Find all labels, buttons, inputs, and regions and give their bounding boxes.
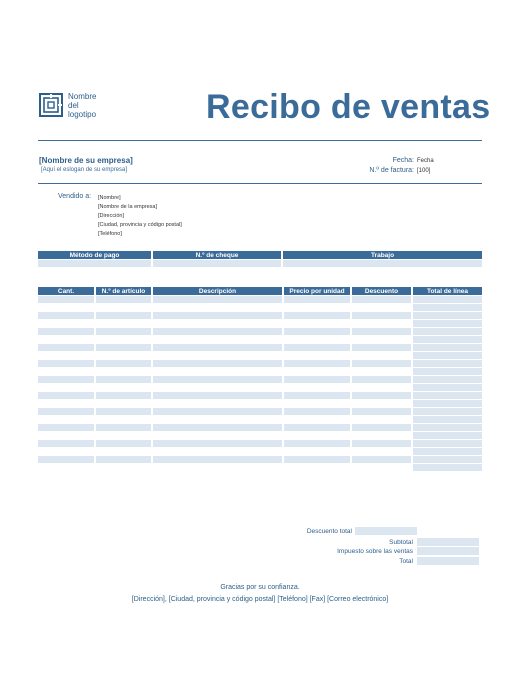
discount-cell[interactable]	[352, 432, 411, 439]
payment-method-cell[interactable]	[38, 260, 151, 267]
job-cell[interactable]	[283, 260, 482, 267]
subtotal-label: Subtotal	[389, 539, 413, 546]
item-number-cell[interactable]	[96, 376, 151, 383]
table-row	[38, 456, 482, 463]
subtotal-cell[interactable]	[417, 538, 479, 546]
unit-price-cell[interactable]	[284, 448, 350, 455]
discount-cell[interactable]	[352, 328, 411, 335]
line-total-cell[interactable]	[413, 336, 482, 343]
unit-price-cell[interactable]	[284, 304, 350, 311]
description-cell[interactable]	[153, 408, 282, 415]
sold-to-block	[98, 194, 182, 239]
description-cell[interactable]	[153, 344, 282, 351]
item-number-cell[interactable]	[96, 408, 151, 415]
sales-tax-label: Impuesto sobre las ventas	[337, 548, 413, 555]
item-number-cell[interactable]	[96, 424, 151, 431]
unit-price-cell[interactable]	[284, 328, 350, 335]
table-row	[38, 336, 482, 343]
invoice-label: N.º de factura:	[369, 167, 414, 174]
line-total-cell[interactable]	[413, 440, 482, 447]
description-cell[interactable]	[153, 416, 282, 423]
description-cell[interactable]	[153, 392, 282, 399]
unit-price-cell[interactable]	[284, 416, 350, 423]
sold-to-label: Vendido a:	[58, 193, 92, 200]
qty-cell[interactable]	[38, 304, 94, 311]
line-total-cell[interactable]	[413, 304, 482, 311]
item-number-cell[interactable]	[96, 296, 151, 303]
description-cell[interactable]	[153, 432, 282, 439]
discount-cell[interactable]	[352, 440, 411, 447]
unit-price-cell[interactable]	[284, 312, 350, 319]
item-number-cell[interactable]	[96, 464, 151, 471]
payment-method-header: Método de pago	[38, 251, 151, 259]
items-table	[36, 286, 484, 472]
qty-cell[interactable]	[38, 464, 94, 471]
line-total-cell[interactable]	[413, 368, 482, 375]
table-row	[38, 464, 482, 471]
item-number-header: N.º de artículo	[96, 287, 151, 295]
sold-to-line: [Nombre]	[98, 195, 121, 201]
sales-tax-cell[interactable]	[417, 547, 479, 555]
discount-cell[interactable]	[352, 320, 411, 327]
table-row	[38, 448, 482, 455]
qty-cell[interactable]	[38, 352, 94, 359]
unit-price-cell[interactable]	[284, 344, 350, 351]
discount-cell[interactable]	[352, 408, 411, 415]
unit-price-cell[interactable]	[284, 336, 350, 343]
item-number-cell[interactable]	[96, 400, 151, 407]
company-name: [Nombre de su empresa]	[39, 156, 133, 165]
unit-price-cell[interactable]	[284, 352, 350, 359]
item-number-cell[interactable]	[96, 368, 151, 375]
description-cell[interactable]	[153, 296, 282, 303]
discount-cell[interactable]	[352, 352, 411, 359]
item-number-cell[interactable]	[96, 448, 151, 455]
line-total-header: Total de línea	[413, 287, 482, 295]
qty-cell[interactable]	[38, 456, 94, 463]
discount-cell[interactable]	[352, 344, 411, 351]
item-number-cell[interactable]	[96, 432, 151, 439]
unit-price-cell[interactable]	[284, 424, 350, 431]
description-cell[interactable]	[153, 336, 282, 343]
discount-cell[interactable]	[352, 456, 411, 463]
item-number-cell[interactable]	[96, 416, 151, 423]
unit-price-cell[interactable]	[284, 440, 350, 447]
description-cell[interactable]	[153, 320, 282, 327]
line-total-cell[interactable]	[413, 320, 482, 327]
line-total-cell[interactable]	[413, 424, 482, 431]
description-cell[interactable]	[153, 368, 282, 375]
discount-cell[interactable]	[352, 336, 411, 343]
qty-cell[interactable]	[38, 360, 94, 367]
qty-cell[interactable]	[38, 336, 94, 343]
total-label: Total	[399, 558, 413, 565]
description-cell[interactable]	[153, 424, 282, 431]
table-row	[38, 440, 482, 447]
table-row	[38, 304, 482, 311]
contact-line: [Dirección], [Ciudad, provincia y código postal] [Teléfono] [Fax] [Correo electrónico]	[131, 596, 389, 603]
item-number-cell[interactable]	[96, 384, 151, 391]
qty-cell[interactable]	[38, 392, 94, 399]
table-row	[38, 320, 482, 327]
payment-table	[36, 250, 484, 268]
line-total-cell[interactable]	[413, 400, 482, 407]
check-number-cell[interactable]	[153, 260, 281, 267]
description-cell[interactable]	[153, 400, 282, 407]
item-number-cell[interactable]	[96, 336, 151, 343]
unit-price-cell[interactable]	[284, 392, 350, 399]
description-cell[interactable]	[153, 376, 282, 383]
line-total-cell[interactable]	[413, 448, 482, 455]
item-number-cell[interactable]	[96, 344, 151, 351]
line-total-cell[interactable]	[413, 416, 482, 423]
description-cell[interactable]	[153, 440, 282, 447]
total-discount-label: Descuento total	[306, 528, 352, 535]
item-number-cell[interactable]	[96, 360, 151, 367]
qty-cell[interactable]	[38, 368, 94, 375]
description-header: Descripción	[153, 287, 282, 295]
table-row	[38, 392, 482, 399]
qty-cell[interactable]	[38, 400, 94, 407]
discount-cell[interactable]	[352, 296, 411, 303]
table-row	[38, 360, 482, 367]
header-divider	[38, 140, 482, 141]
description-cell[interactable]	[153, 456, 282, 463]
line-total-cell[interactable]	[413, 464, 482, 471]
logo-icon	[39, 93, 63, 117]
sold-to-line: [Dirección]	[98, 213, 124, 219]
check-number-header: N.º de cheque	[153, 251, 281, 259]
sold-to-line: [Ciudad, provincia y código postal]	[98, 222, 182, 228]
discount-cell[interactable]	[352, 312, 411, 319]
description-cell[interactable]	[153, 360, 282, 367]
table-row	[38, 352, 482, 359]
table-row	[38, 312, 482, 319]
line-total-cell[interactable]	[413, 328, 482, 335]
item-number-cell[interactable]	[96, 352, 151, 359]
table-row	[38, 296, 482, 303]
invoice-value: [100]	[417, 168, 431, 174]
table-row	[38, 416, 482, 423]
discount-cell[interactable]	[352, 392, 411, 399]
qty-cell[interactable]	[38, 424, 94, 431]
line-total-cell[interactable]	[413, 296, 482, 303]
sold-to-line: [Nombre de la empresa]	[98, 204, 157, 210]
line-total-cell[interactable]	[413, 360, 482, 367]
discount-cell[interactable]	[352, 416, 411, 423]
line-total-cell[interactable]	[413, 408, 482, 415]
item-number-cell[interactable]	[96, 312, 151, 319]
date-value: Fecha	[417, 158, 434, 164]
unit-price-cell[interactable]	[284, 376, 350, 383]
qty-cell[interactable]	[38, 384, 94, 391]
qty-cell[interactable]	[38, 432, 94, 439]
unit-price-cell[interactable]	[284, 368, 350, 375]
qty-cell[interactable]	[38, 320, 94, 327]
discount-cell[interactable]	[352, 376, 411, 383]
line-total-cell[interactable]	[413, 456, 482, 463]
qty-cell[interactable]	[38, 408, 94, 415]
item-number-cell[interactable]	[96, 320, 151, 327]
thanks-message: Gracias por su confianza.	[220, 584, 300, 591]
discount-cell[interactable]	[352, 384, 411, 391]
company-slogan: [Aquí el eslogan de su empresa]	[41, 167, 128, 173]
line-total-cell[interactable]	[413, 352, 482, 359]
item-number-cell[interactable]	[96, 456, 151, 463]
qty-cell[interactable]	[38, 376, 94, 383]
qty-cell[interactable]	[38, 328, 94, 335]
logo-text: Nombre del logotipo	[68, 92, 97, 119]
total-cell[interactable]	[417, 557, 479, 565]
discount-cell[interactable]	[352, 400, 411, 407]
unit-price-cell[interactable]	[284, 360, 350, 367]
discount-header: Descuento	[352, 287, 411, 295]
total-discount-cell[interactable]	[355, 527, 417, 535]
unit-price-cell[interactable]	[284, 432, 350, 439]
table-row	[38, 432, 482, 439]
discount-cell[interactable]	[352, 368, 411, 375]
description-cell[interactable]	[153, 448, 282, 455]
discount-cell[interactable]	[352, 464, 411, 471]
table-row	[38, 328, 482, 335]
qty-cell[interactable]	[38, 296, 94, 303]
unit-price-cell[interactable]	[284, 296, 350, 303]
line-total-cell[interactable]	[413, 376, 482, 383]
sold-to-line: [Teléfono]	[98, 231, 122, 237]
description-cell[interactable]	[153, 352, 282, 359]
qty-header: Cant.	[38, 287, 94, 295]
unit-price-cell[interactable]	[284, 464, 350, 471]
unit-price-cell[interactable]	[284, 456, 350, 463]
discount-cell[interactable]	[352, 360, 411, 367]
qty-cell[interactable]	[38, 344, 94, 351]
line-total-cell[interactable]	[413, 392, 482, 399]
item-number-cell[interactable]	[96, 440, 151, 447]
unit-price-cell[interactable]	[284, 320, 350, 327]
discount-cell[interactable]	[352, 304, 411, 311]
item-number-cell[interactable]	[96, 304, 151, 311]
description-cell[interactable]	[153, 384, 282, 391]
unit-price-cell[interactable]	[284, 400, 350, 407]
table-row	[38, 400, 482, 407]
job-header: Trabajo	[283, 251, 482, 259]
qty-cell[interactable]	[38, 440, 94, 447]
page-title: Recibo de ventas	[206, 88, 491, 126]
discount-cell[interactable]	[352, 448, 411, 455]
qty-cell[interactable]	[38, 448, 94, 455]
meta-divider	[38, 183, 482, 184]
table-row	[38, 408, 482, 415]
line-total-cell[interactable]	[413, 432, 482, 439]
line-total-cell[interactable]	[413, 384, 482, 391]
qty-cell[interactable]	[38, 416, 94, 423]
description-cell[interactable]	[153, 304, 282, 311]
description-cell[interactable]	[153, 312, 282, 319]
table-row	[38, 384, 482, 391]
description-cell[interactable]	[153, 328, 282, 335]
table-row	[38, 368, 482, 375]
line-total-cell[interactable]	[413, 312, 482, 319]
table-row	[38, 424, 482, 431]
discount-cell[interactable]	[352, 424, 411, 431]
unit-price-header: Precio por unidad	[284, 287, 350, 295]
description-cell[interactable]	[153, 464, 282, 471]
item-number-cell[interactable]	[96, 392, 151, 399]
date-label: Fecha:	[392, 157, 414, 164]
line-total-cell[interactable]	[413, 344, 482, 351]
item-number-cell[interactable]	[96, 328, 151, 335]
unit-price-cell[interactable]	[284, 384, 350, 391]
table-row	[38, 344, 482, 351]
unit-price-cell[interactable]	[284, 408, 350, 415]
qty-cell[interactable]	[38, 312, 94, 319]
table-row	[38, 376, 482, 383]
